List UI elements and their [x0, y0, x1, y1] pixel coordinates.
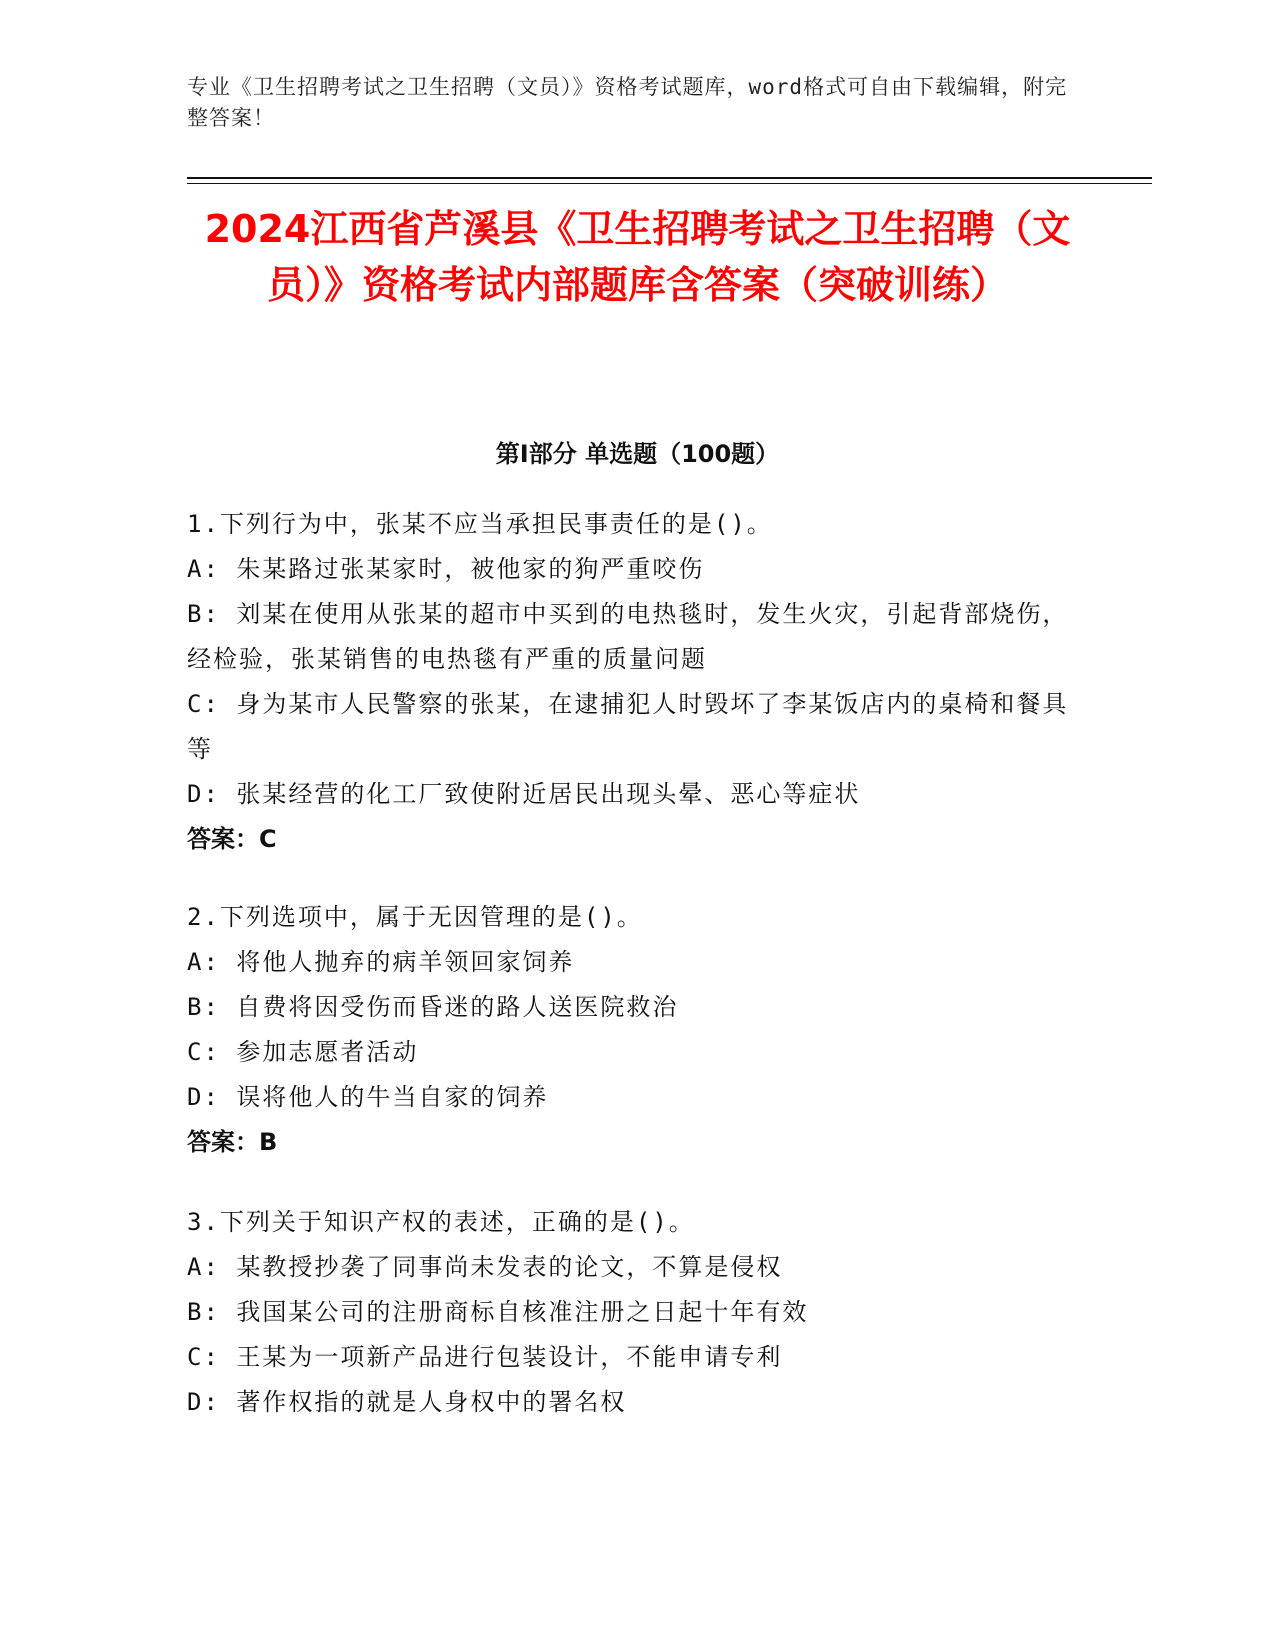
- question-stem: 3.下列关于知识产权的表述，正确的是()。: [187, 1208, 695, 1236]
- answer-label: 答案：B: [187, 1128, 278, 1156]
- option-b: B: 自费将因受伤而昏迷的路人送医院救治: [187, 993, 679, 1021]
- section-heading: 第Ⅰ部分 单选题（100题）: [495, 440, 780, 468]
- option-b: B: 刘某在使用从张某的超市中买到的电热毯时，发生火灾，引起背部烧伤，经检验，张某销售的电热毯有严重的质量问题: [187, 600, 1069, 673]
- option-b: B: 我国某公司的注册商标自核准注册之日起十年有效: [187, 1298, 809, 1326]
- question-3: [187, 1200, 1077, 1425]
- question-1: [187, 502, 1077, 862]
- header-divider: [187, 177, 1152, 179]
- question-stem: 2.下列选项中，属于无因管理的是()。: [187, 903, 643, 931]
- header-note: 专业《卫生招聘考试之卫生招聘（文员）》资格考试题库，word格式可自由下载编辑，附完整答案！: [187, 75, 1068, 130]
- option-c: C: 身为某市人民警察的张某，在逮捕犯人时毁坏了李某饭店内的桌椅和餐具等: [187, 690, 1069, 763]
- answer-label: 答案：C: [187, 825, 277, 853]
- option-a: A: 朱某路过张某家时，被他家的狗严重咬伤: [187, 555, 705, 583]
- option-a: A: 某教授抄袭了同事尚未发表的论文，不算是侵权: [187, 1253, 783, 1281]
- option-c: C: 参加志愿者活动: [187, 1038, 419, 1066]
- question-stem: 1.下列行为中，张某不应当承担民事责任的是()。: [187, 510, 773, 538]
- question-2: [187, 895, 1077, 1165]
- option-c: C: 王某为一项新产品进行包装设计，不能申请专利: [187, 1343, 783, 1371]
- header-divider-thin: [187, 183, 1152, 184]
- option-d: D: 张某经营的化工厂致使附近居民出现头晕、恶心等症状: [187, 780, 861, 808]
- document-title: 2024江西省芦溪县《卫生招聘考试之卫生招聘（文员）》资格考试内部题库含答案（突破训练）: [204, 207, 1071, 307]
- option-d: D: 著作权指的就是人身权中的署名权: [187, 1388, 627, 1416]
- option-d: D: 误将他人的牛当自家的饲养: [187, 1083, 549, 1111]
- option-a: A: 将他人抛弃的病羊领回家饲养: [187, 948, 575, 976]
